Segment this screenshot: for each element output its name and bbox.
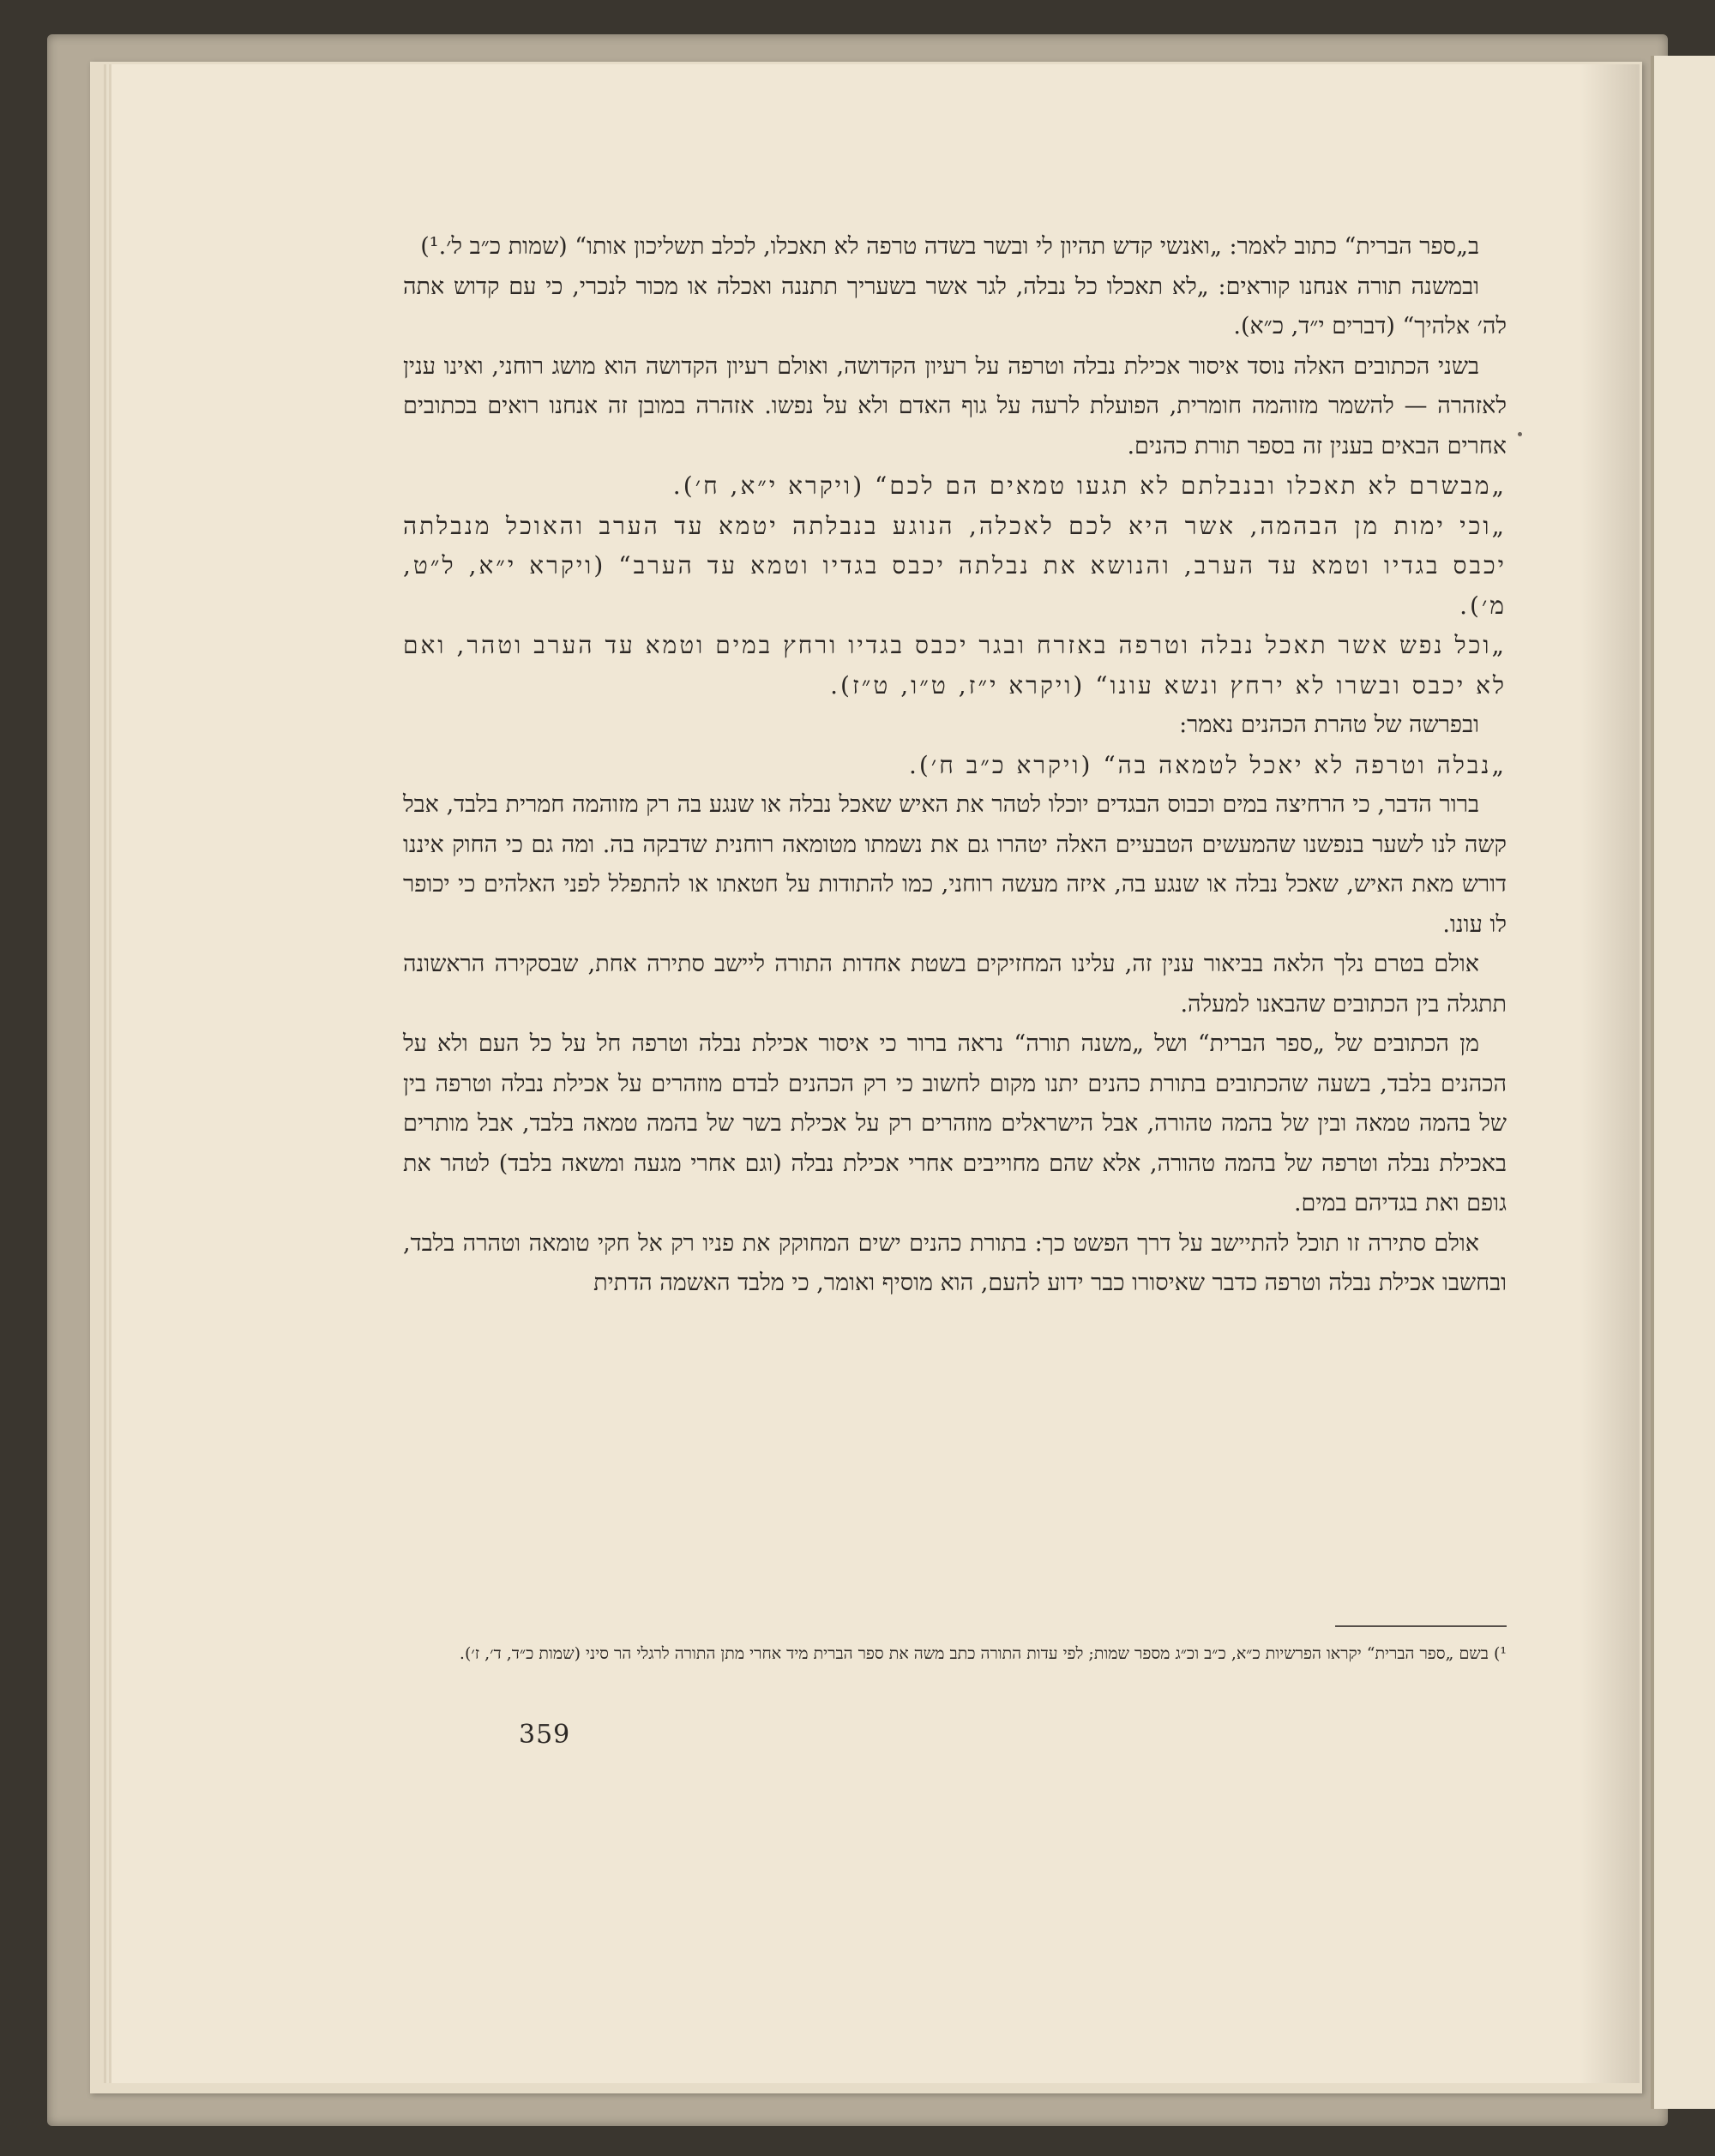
- paragraph-4: ובפרשה של טהרת הכהנים נאמר:: [1179, 712, 1479, 738]
- main-text: [403, 227, 1507, 1304]
- quote-3: „וכל נפש אשר תאכל נבלה וטרפה באזרח ובגר יכבס בגדיו ורחץ במים וטמא עד הערב וטהר, ואם לא יכבס ובשרו לא ירחץ ונשא עונו“ (ויקרא י״ז, ט״ו, ט״ז).: [403, 631, 1507, 700]
- paragraph-1: ב„ספר הברית“ כתוב לאמר: „ואנשי קדש תהיון לי ובשר בשדה טרפה לא תאכלו, לכלב תשליכון אותו“ (שמות כ״ב ל׳.¹): [420, 233, 1479, 260]
- margin-mark: [1518, 432, 1522, 436]
- page-gutter: [1580, 64, 1640, 2083]
- paragraph-6: אולם בטרם נלך הלאה בביאור ענין זה, עלינו המחזיקים בשטת אחדות התורה ליישב סתירה אחת, שבסקירה הראשונה תתגלה בין הכתובים שהבאנו למעלה.: [403, 951, 1507, 1018]
- footnote-rule: [1335, 1625, 1507, 1627]
- quote-4: „נבלה וטרפה לא יאכל לטמאה בה“ (ויקרא כ״ב ח׳).: [908, 750, 1507, 779]
- page-number: 359: [519, 1720, 571, 1750]
- paragraph-8: אולם סתירה זו תוכל להתיישב על דרך הפשט כך: בתורת כהנים ישים המחוקק את פניו רק אל חקי טומאה וטהרה בלבד, ובחשבו אכילת נבלה וטרפה כדבר שאיסורו כבר ידוע להעם, הוא מוסיף ואומר, כי מלבד האשמה הדתית: [403, 1229, 1507, 1296]
- quote-1: „מבשרם לא תאכלו ובנבלתם לא תגעו טמאים הם לכם“ (ויקרא י״א, ח׳).: [672, 471, 1507, 500]
- paragraph-3: בשני הכתובים האלה נוסד איסור אכילת נבלה וטרפה על רעיון הקדושה, ואולם רעיון הקדושה הוא מושג רוחני, ואינו ענין לאזהרה — להשמר מזוהמה חומרית, הפועלת לרעה על גוף האדם ולא על נפשו. אזהרה במובן זה אנחנו רואים בכתובים אחרים הבאים בענין זה בספר תורת כהנים.: [403, 352, 1507, 459]
- paragraph-7: מן הכתובים של „ספר הברית“ ושל „משנה תורה“ נראה ברור כי איסור אכילת נבלה וטרפה חל על כל העם ולא על הכהנים בלבד, בשעה שהכתובים בתורת כהנים יתנו מקום לחשוב כי רק הכהנים לבדם מוזהרים על אכילת נבלה וטרפה בין של בהמה טמאה ובין של בהמה טהורה, אבל הישראלים מוזהרים רק על אכילת בשר של בהמה טמאה בלבד, אבל מותרים באכילת נבלה וטרפה של בהמה טהורה, אלא שהם מחוייבים אחרי אכילת נבלה (וגם אחרי מגעה ומשאה בלבד) לטהר את גופם ואת בגדיהם במים.: [403, 1030, 1507, 1216]
- paragraph-5: ברור הדבר, כי הרחיצה במים וכבוס הבגדים יוכלו לטהר את האיש שאכל נבלה או שנגע בה רק מזוהמה חמרית בלבד, אבל קשה לנו לשער בנפשנו שהמעשים הטבעיים האלה יטהרו גם את נשמתו מטומאה רוחנית שדבקה בה. ומה גם כי החוק איננו דורש מאת האיש, שאכל נבלה או שנגע בה, איזה מעשה רוחני, כמו להתודות על חטאתו או להתפלל לפני האלהים כי יכופר לו עונו.: [403, 791, 1507, 938]
- paragraph-2: ובמשנה תורה אנחנו קוראים: „לא תאכלו כל נבלה, לגר אשר בשעריך תתננה ואכלה או מכור לנכרי, כי עם קדוש אתה לה׳ אלהיך“ (דברים י״ד, כ״א).: [403, 273, 1507, 339]
- footnote: [403, 1639, 1507, 1669]
- footnote-text: ¹) בשם „ספר הברית“ יקראו הפרשיות כ״א, כ״ב וכ״ג מספר שמות; לפי עדות התורה כתב משה את ספר הברית מיד אחרי מתן התורה לרגלי הר סיני (שמות כ״ד, ד׳, ז׳).: [459, 1644, 1507, 1663]
- facing-page-edge: [1651, 56, 1715, 2109]
- quote-2: „וכי ימות מן הבהמה, אשר היא לכם לאכלה, הנוגע בנבלתה יטמא עד הערב והאוכל מנבלתה יכבס בגדיו וטמא עד הערב, והנושא את נבלתה יכבס בגדיו וטמא עד הערב“ (ויקרא י״א, ל״ט, מ׳).: [403, 511, 1507, 620]
